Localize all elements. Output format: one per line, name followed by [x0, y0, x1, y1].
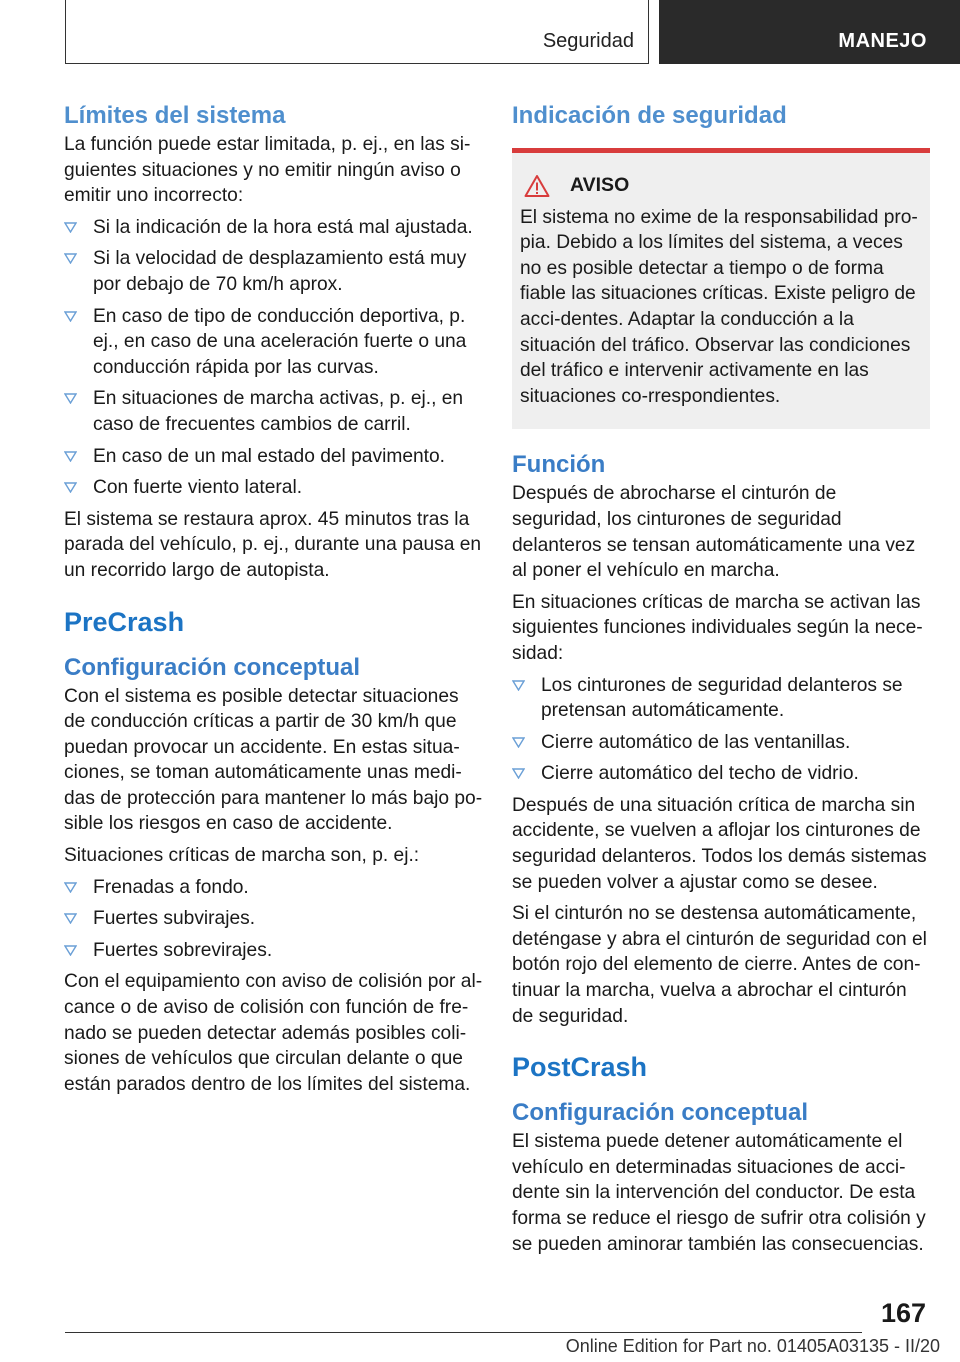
limits-list: [64, 215, 484, 501]
paragraph-equipment: Con el equipamiento con aviso de colisión por al-cance o de aviso de colisión con función de fre-nado se pueden detectar además posibles coli-siones de vehículos que circulan delante o que están parados dentro de los límites del sistema.: [64, 971, 483, 1095]
list-item-text: Si la velocidad de desplazamiento está muy por debajo de 70 km/h aprox.: [93, 248, 467, 295]
heading-postcrash: PostCrash: [512, 1052, 648, 1083]
paragraph-concept: Con el sistema es posible detectar situaciones de conducción críticas a partir de 30 km/h que puedan provocar un accidente. En estas situa-ciones, se toman automáticamente unas medi-das de protección para mantener lo más bajo po-sible los riesgos en caso de accidente.: [64, 685, 483, 835]
bullet-triangle-icon: [512, 680, 525, 691]
chapter-title: MANEJO: [838, 30, 927, 52]
header-section-box: [65, 0, 649, 64]
list-item: [64, 304, 484, 381]
bullet-triangle-icon: [64, 253, 77, 264]
bullet-triangle-icon: [64, 482, 77, 493]
paragraph-postcrash-concept: El sistema puede detener automáticamente el vehículo en determinadas situaciones de acci-dente sin la intervención del conductor. De esta forma se reduce el riesgo de sufrir otra colisión y se pueden aminorar también las consecuencias.: [512, 1131, 926, 1255]
function-list: [512, 673, 930, 787]
paragraph-limits-intro: La función puede estar limitada, p. ej., en las si-guientes situaciones y no emitir ningún aviso o emitir uno incorrecto:: [64, 134, 471, 207]
list-item-text: En caso de un mal estado del pavimento.: [93, 445, 445, 467]
list-item: [64, 215, 484, 241]
paragraph-function-2: En situaciones críticas de marcha se activan las siguientes funciones individuales según la nece-sidad:: [512, 591, 923, 664]
paragraph-critical: Situaciones críticas de marcha son, p. ej.:: [64, 845, 420, 867]
bullet-triangle-icon: [64, 913, 77, 924]
bullet-triangle-icon: [64, 945, 77, 956]
list-item-text: Si la indicación de la hora está mal ajustada.: [93, 216, 473, 238]
list-item: [64, 875, 484, 901]
critical-list: [64, 875, 484, 964]
footer-edition: Online Edition for Part no. 01405A03135 - II/20: [565, 1336, 940, 1356]
list-item-text: Cierre automático de las ventanillas.: [541, 731, 851, 753]
bullet-triangle-icon: [512, 768, 525, 779]
paragraph-belt: Si el cinturón no se destensa automáticamente, deténgase y abra el cinturón de seguridad con el botón rojo del elemento de cierre. Antes de con-tinuar la marcha, vuelva a abrochar el cinturón de seguridad.: [512, 903, 927, 1027]
list-item-text: Con fuerte viento lateral.: [93, 477, 303, 499]
page-number: 167: [880, 1298, 926, 1328]
footer-divider: [65, 1332, 862, 1333]
list-item: [64, 386, 484, 437]
paragraph-restore: El sistema se restaura aprox. 45 minutos tras la parada del vehículo, p. ej., durante una pausa en un recorrido largo de autopista.: [64, 508, 482, 581]
list-item-text: Cierre automático del techo de vidrio.: [541, 763, 859, 785]
list-item-text: En situaciones de marcha activas, p. ej., en caso de frecuentes cambios de carril.: [93, 388, 464, 435]
heading-safety-note: Indicación de seguridad: [512, 102, 787, 129]
paragraph-function-1: Después de abrocharse el cinturón de seguridad, los cinturones de seguridad delanteros se tensan automáticamente una vez al poner el vehículo en marcha.: [512, 483, 916, 582]
list-item: [64, 475, 484, 501]
list-item: [512, 761, 930, 787]
heading-concept-postcrash: Configuración conceptual: [512, 1099, 809, 1127]
list-item: [64, 906, 484, 932]
list-item-text: Los cinturones de seguridad delanteros se pretensan automáticamente.: [541, 674, 903, 722]
list-item-text: En caso de tipo de conducción deportiva, p. ej., en caso de una aceleración fuerte o una conducción rápida por las curvas.: [93, 305, 467, 378]
list-item-text: Fuertes subvirajes.: [93, 908, 256, 930]
bullet-triangle-icon: [64, 311, 77, 322]
list-item-text: Frenadas a fondo.: [93, 876, 249, 898]
list-item: [512, 673, 930, 724]
bullet-triangle-icon: [64, 451, 77, 462]
warning-header: [524, 173, 922, 199]
bullet-triangle-icon: [64, 222, 77, 233]
bullet-triangle-icon: [512, 737, 525, 748]
list-item: [64, 938, 484, 964]
heading-concept: Configuración conceptual: [64, 653, 361, 681]
heading-precrash: PreCrash: [64, 606, 185, 637]
bullet-triangle-icon: [64, 882, 77, 893]
chapter-tab: [659, 0, 960, 64]
warning-label: AVISO: [570, 174, 630, 196]
list-item-text: Fuertes sobrevirajes.: [93, 939, 273, 961]
heading-system-limits: Límites del sistema: [64, 102, 286, 129]
heading-function: Función: [512, 451, 606, 479]
section-title: Seguridad: [542, 30, 634, 52]
warning-box: [512, 148, 930, 429]
right-column: [512, 100, 930, 1263]
list-item: [64, 246, 484, 297]
bullet-triangle-icon: [64, 393, 77, 404]
left-column: [64, 100, 484, 1103]
list-item: [512, 730, 930, 756]
list-item: [64, 444, 484, 470]
warning-text: El sistema no exime de la responsabilidad pro-pia. Debido a los límites del sistema, a veces no es posible detectar a tiempo o de forma fiable las situaciones críticas. Existe peligro de acci-dentes. Adaptar la conducción a la situación del tráfico. Observar las condiciones del tráfico e intervenir activamente en las situaciones co-rrespondientes.: [520, 206, 918, 407]
paragraph-after-critical: Después de una situación crítica de marcha sin accidente, se vuelven a aflojar los cinturones de seguridad delanteros. Todos los demás sistemas se pueden volver a ajustar como se desee.: [512, 794, 927, 893]
warning-triangle-icon: [524, 174, 550, 198]
